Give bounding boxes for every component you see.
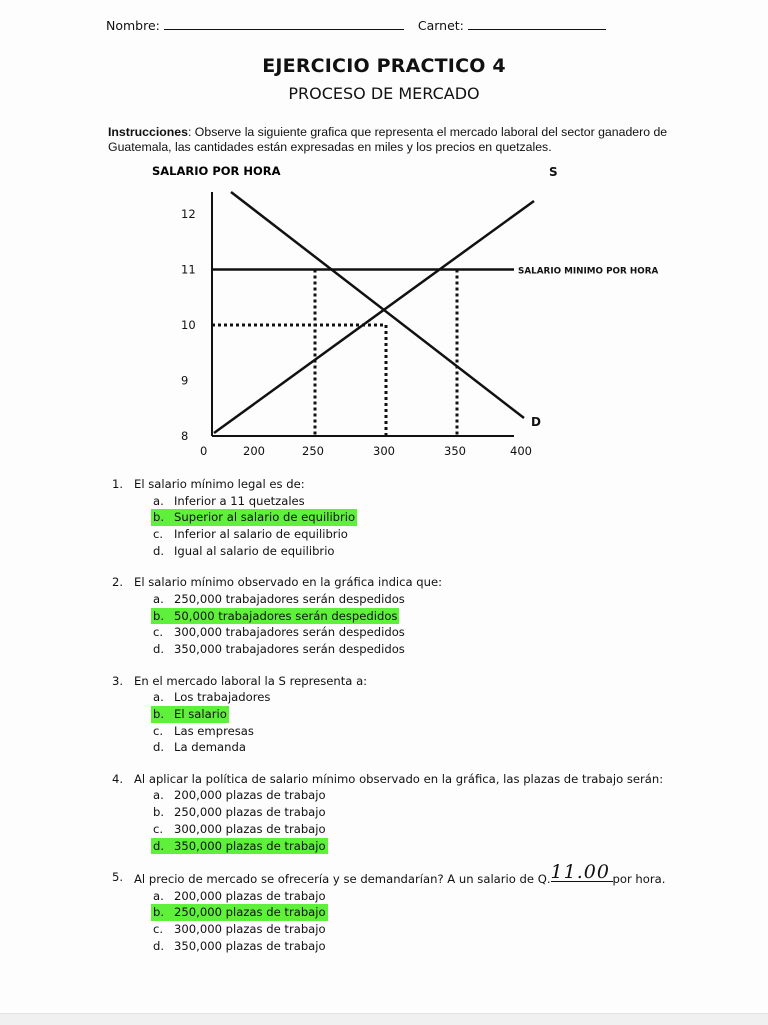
answer-option[interactable] xyxy=(153,509,672,526)
question-text xyxy=(134,861,666,888)
answer-option[interactable] xyxy=(153,804,672,821)
x-tick-label: 400 xyxy=(510,444,532,458)
name-label: Nombre: xyxy=(106,18,160,33)
option-letter: b. xyxy=(153,805,165,820)
option-text: Los trabajadores xyxy=(174,690,271,705)
option-text: Las empresas xyxy=(174,723,254,738)
option-text: Igual al salario de equilibrio xyxy=(174,543,335,558)
option-body xyxy=(153,493,305,510)
option-body xyxy=(153,641,405,658)
option-letter: a. xyxy=(153,690,164,705)
answer-option[interactable] xyxy=(153,641,672,658)
option-body xyxy=(153,804,326,821)
option-text: 350,000 plazas de trabajo xyxy=(174,838,326,853)
answer-option[interactable] xyxy=(153,904,672,921)
option-letter: c. xyxy=(153,821,164,836)
option-text: 300,000 trabajadores serán despedidos xyxy=(174,625,405,640)
option-body xyxy=(153,888,326,905)
labor-market-chart xyxy=(0,0,768,470)
option-letter: a. xyxy=(153,591,164,606)
demand-line xyxy=(231,192,524,418)
answer-option[interactable] xyxy=(153,838,672,855)
supply-label: S xyxy=(549,165,558,179)
minimum-wage-label: SALARIO MINIMO POR HORA xyxy=(518,266,659,277)
option-letter: a. xyxy=(153,788,164,803)
option-body xyxy=(153,723,254,740)
option-body xyxy=(153,543,335,560)
page-edge xyxy=(0,1013,768,1025)
answer-option[interactable] xyxy=(153,938,672,955)
option-text: Inferior al salario de equilibrio xyxy=(174,526,348,541)
page-title: EJERCICIO PRACTICO 4 xyxy=(262,55,506,77)
x-tick-label: 0 xyxy=(200,444,208,458)
question-text-before: Al precio de mercado se ofrecería y se demandarían? A un salario de Q. xyxy=(134,872,551,887)
option-letter: c. xyxy=(153,922,164,937)
highlighted-answer xyxy=(151,509,357,526)
instructions-text: : Observe la siguiente grafica que representa el mercado laboral del sector ganadero de Guatemala, las cantidades están expresadas en miles y los precios en quetzales. xyxy=(108,125,668,154)
y-tick-label: 11 xyxy=(181,262,196,277)
question-stem xyxy=(112,673,672,690)
option-letter: d. xyxy=(153,641,165,656)
supply-line xyxy=(214,201,534,433)
option-letter: d. xyxy=(153,543,165,558)
question-3 xyxy=(112,673,672,756)
answer-option[interactable] xyxy=(153,591,672,608)
answer-option[interactable] xyxy=(153,921,672,938)
option-text: La demanda xyxy=(174,740,246,755)
answer-option[interactable] xyxy=(153,526,672,543)
highlighted-answer xyxy=(151,904,328,921)
option-letter: b. xyxy=(153,608,165,623)
option-text: Superior al salario de equilibrio xyxy=(174,510,356,525)
question-text: El salario mínimo legal es de: xyxy=(134,477,305,491)
option-letter: a. xyxy=(153,493,164,508)
question-number: 5. xyxy=(112,870,124,885)
answer-option[interactable] xyxy=(153,787,672,804)
option-letter: b. xyxy=(153,510,165,525)
option-text: 300,000 plazas de trabajo xyxy=(174,821,326,836)
question-2 xyxy=(112,574,672,657)
answer-option[interactable] xyxy=(153,493,672,510)
option-body xyxy=(153,689,270,706)
question-5 xyxy=(112,861,672,954)
option-body xyxy=(153,526,348,543)
option-text: 50,000 trabajadores serán despedidos xyxy=(174,608,398,623)
question-text: En el mercado laboral la S representa a: xyxy=(134,673,368,688)
option-text: 250,000 plazas de trabajo xyxy=(174,805,326,820)
x-tick-label: 200 xyxy=(243,444,265,458)
question-1 xyxy=(112,476,672,559)
option-letter: a. xyxy=(153,888,164,903)
answer-option[interactable] xyxy=(153,689,672,706)
highlighted-answer xyxy=(151,706,229,723)
question-stem xyxy=(112,861,672,888)
handwritten-answer[interactable]: 11.00 xyxy=(551,864,613,882)
x-tick-label: 250 xyxy=(302,444,324,458)
question-number: 2. xyxy=(112,575,124,590)
option-text: 300,000 plazas de trabajo xyxy=(174,922,326,937)
y-tick-label: 9 xyxy=(181,373,189,388)
option-text: 350,000 plazas de trabajo xyxy=(174,938,326,953)
carnet-label: Carnet: xyxy=(417,18,464,33)
y-axis-label: SALARIO POR HORA xyxy=(152,164,281,178)
option-letter: d. xyxy=(153,938,165,953)
x-tick-label: 350 xyxy=(444,444,466,458)
option-letter: d. xyxy=(153,838,165,853)
answer-option[interactable] xyxy=(153,543,672,560)
answer-option[interactable] xyxy=(153,739,672,756)
option-body xyxy=(153,624,405,641)
option-body xyxy=(153,821,326,838)
option-letter: c. xyxy=(153,723,164,738)
question-text: El salario mínimo observado en la gráfica indica que: xyxy=(134,575,443,590)
option-text: 200,000 plazas de trabajo xyxy=(174,788,326,803)
instructions-label: Instrucciones xyxy=(108,125,188,139)
x-tick-label: 300 xyxy=(373,444,395,458)
question-list xyxy=(112,476,672,970)
answer-option[interactable] xyxy=(153,888,672,905)
answer-option[interactable] xyxy=(153,723,672,740)
question-text: Al aplicar la política de salario mínimo observado en la gráfica, las plazas de trabajo serán: xyxy=(134,771,664,786)
question-4 xyxy=(112,771,672,854)
answer-option[interactable] xyxy=(153,608,672,625)
question-number: 1. xyxy=(112,477,124,491)
question-number: 3. xyxy=(112,673,124,688)
page-subtitle: PROCESO DE MERCADO xyxy=(288,84,480,103)
question-text-after: por hora. xyxy=(612,872,666,887)
option-text: 250,000 plazas de trabajo xyxy=(174,905,326,920)
highlighted-answer xyxy=(151,838,328,855)
option-text: 350,000 trabajadores serán despedidos xyxy=(174,641,405,656)
answer-option[interactable] xyxy=(153,624,672,641)
option-letter: c. xyxy=(153,625,164,640)
question-number: 4. xyxy=(112,771,124,786)
y-tick-label: 12 xyxy=(181,207,196,221)
answer-option[interactable] xyxy=(153,706,672,723)
option-letter: b. xyxy=(153,905,165,920)
option-text: El salario xyxy=(174,706,227,721)
answer-option[interactable] xyxy=(153,821,672,838)
option-text: 200,000 plazas de trabajo xyxy=(174,888,326,903)
y-tick-label: 10 xyxy=(181,318,196,332)
option-letter: b. xyxy=(153,706,165,721)
option-letter: d. xyxy=(153,740,165,755)
highlighted-answer xyxy=(151,608,399,625)
option-body xyxy=(153,787,326,804)
option-body xyxy=(153,591,405,608)
option-text: 250,000 trabajadores serán despedidos xyxy=(174,591,405,606)
question-stem xyxy=(112,574,672,591)
option-text: Inferior a 11 quetzales xyxy=(174,493,305,508)
y-tick-label: 8 xyxy=(181,429,189,443)
question-stem xyxy=(112,771,672,788)
option-body xyxy=(153,921,326,938)
option-letter: c. xyxy=(153,526,164,541)
question-stem xyxy=(112,476,672,493)
demand-label: D xyxy=(531,415,541,429)
option-body xyxy=(153,938,326,955)
option-body xyxy=(153,739,246,756)
